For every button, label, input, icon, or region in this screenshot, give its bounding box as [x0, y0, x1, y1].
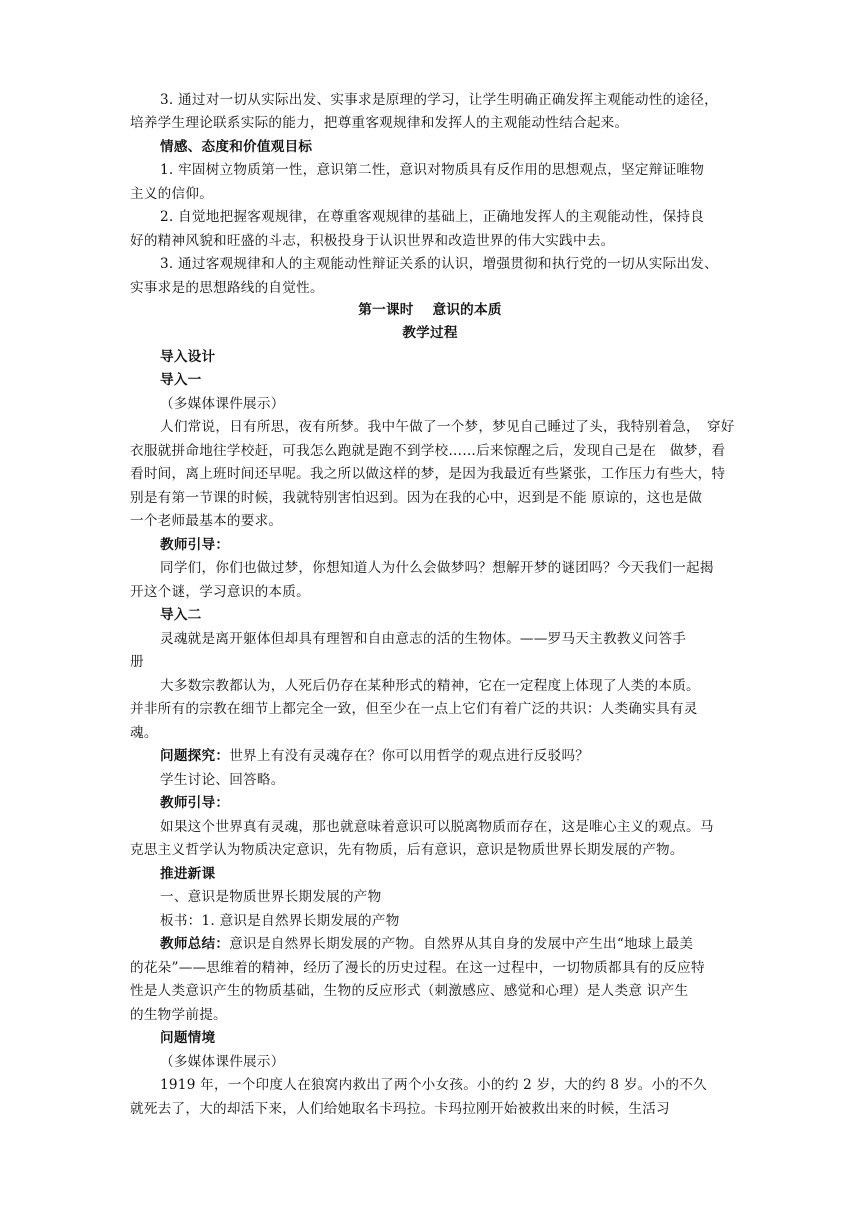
- paragraph-line: 板书：1. 意识是自然界长期发展的产物: [160, 913, 400, 929]
- section-heading: 推进新课: [160, 866, 216, 882]
- paragraph-line: 1. 牢固树立物质第一性，意识第二性，意识对物质具有反作用的思想观点，坚定辩证唯物: [160, 162, 705, 178]
- paragraph-line: 一个老师最基本的要求。: [130, 513, 283, 529]
- section-heading: 教师引导：: [160, 795, 230, 811]
- paragraph-line: 学生讨论、回答略。: [160, 772, 285, 788]
- paragraph-line: 一、意识是物质世界长期发展的产物: [160, 889, 382, 905]
- paragraph-line: 的生物学前提。: [130, 1007, 227, 1023]
- paragraph-line: 的花朵”——思维着的精神，经历了漫长的历史过程。在这一过程中，一切物质都具有的反应特: [130, 960, 705, 976]
- paragraph-line: 性是人类意识产生的物质基础，生物的反应形式（刺激感应、感觉和心理）是人类意 识产生: [130, 983, 689, 999]
- paragraph-line: 好的精神风貌和旺盛的斗志，积极投身于认识世界和改造世界的伟大实践中去。: [130, 233, 615, 249]
- paragraph-line: 1919 年，一个印度人在狼窝内救出了两个小女孩。小的约 2 岁，大的约 8 岁。小的不久: [160, 1077, 707, 1093]
- paragraph-line: 看时间，离上班时间还早呢。我之所以做这样的梦，是因为我最近有些紧张，工作压力有些大，特: [130, 466, 726, 482]
- paragraph-line: 大多数宗教都认为，人死后仍存在某种形式的精神，它在一定程度上体现了人类的本质。: [160, 678, 700, 694]
- section-heading: 问题情境: [160, 1030, 216, 1046]
- paragraph-line: （多媒体课件展示）: [160, 396, 285, 412]
- paragraph-line: 同学们，你们也做过梦，你想知道人为什么会做梦吗？想解开梦的谜团吗？今天我们一起揭: [160, 560, 714, 576]
- inline-text: 世界上有没有灵魂存在？你可以用哲学的观点进行反驳吗？: [229, 748, 590, 764]
- section-heading: 情感、态度和价值观目标: [160, 139, 313, 155]
- process-title: 教学过程: [402, 325, 458, 341]
- paragraph-line: 别是有第一节课的时候，我就特别害怕迟到。因为在我的心中，迟到是不能 原谅的，这也是做: [130, 490, 703, 506]
- paragraph-line: （多媒体课件展示）: [160, 1054, 285, 1070]
- paragraph-line: 克思主义哲学认为物质决定意识，先有物质，后有意识，意识是物质世界长期发展的产物。: [130, 842, 684, 858]
- paragraph-line: 3. 通过客观规律和人的主观能动性辩证关系的认识，增强贯彻和执行党的一切从实际出发、: [160, 256, 718, 272]
- paragraph-line: 衣服就拼命地往学校赶，可我怎么跑就是跑不到学校……后来惊醒之后，发现自己是在 做梦，看: [130, 443, 726, 459]
- paragraph-line: 灵魂就是离开躯体但却具有理智和自由意志的活的生物体。——罗马天主教教义问答手: [160, 631, 687, 647]
- section-heading: 导入二: [160, 607, 202, 623]
- section-heading: 导入设计: [160, 349, 216, 365]
- inline-label: 教师总结：: [160, 936, 230, 952]
- paragraph-line: 培养学生理论联系实际的能力，把尊重客观规律和发挥人的主观能动性结合起来。: [130, 115, 629, 131]
- section-heading: 导入一: [160, 372, 202, 388]
- paragraph-line: [160, 934, 693, 954]
- paragraph-line: 并非所有的宗教在细节上都完全一致，但至少在一点上它们有着广泛的共识：人类确实具有灵: [130, 701, 698, 717]
- paragraph-line: 主义的信仰。: [130, 186, 214, 202]
- paragraph-line: 开这个谜，学习意识的本质。: [130, 584, 310, 600]
- lesson-title: 第一课时 意识的本质: [358, 302, 502, 318]
- paragraph-line: 2. 自觉地把握客观规律，在尊重客观规律的基础上，正确地发挥人的主观能动性，保持良: [160, 209, 705, 225]
- paragraph-line: 人们常说，日有所思，夜有所梦。我中午做了一个梦，梦见自己睡过了头，我特别着急， 穿好: [160, 419, 735, 435]
- paragraph-line: 如果这个世界真有灵魂，那也就意味着意识可以脱离物质而存在，这是唯心主义的观点。马: [160, 819, 714, 835]
- paragraph-line: 实事求是的思想路线的自觉性。: [130, 280, 324, 296]
- paragraph-line: 魂。: [130, 725, 158, 741]
- paragraph-line: 册: [130, 654, 144, 670]
- paragraph-line: [160, 746, 589, 766]
- paragraph-line: 3. 通过对一切从实际出发、实事求是原理的学习，让学生明确正确发挥主观能动性的途径，: [160, 92, 718, 108]
- section-heading: 教师引导：: [160, 537, 230, 553]
- paragraph-line: 就死去了，大的却活下来，人们给她取名卡玛拉。卡玛拉刚开始被救出来的时候，生活习: [130, 1101, 670, 1117]
- inline-text: 意识是自然界长期发展的产物。自然界从其自身的发展中产生出“地球上最美: [229, 936, 694, 952]
- inline-label: 问题探究：: [160, 748, 230, 764]
